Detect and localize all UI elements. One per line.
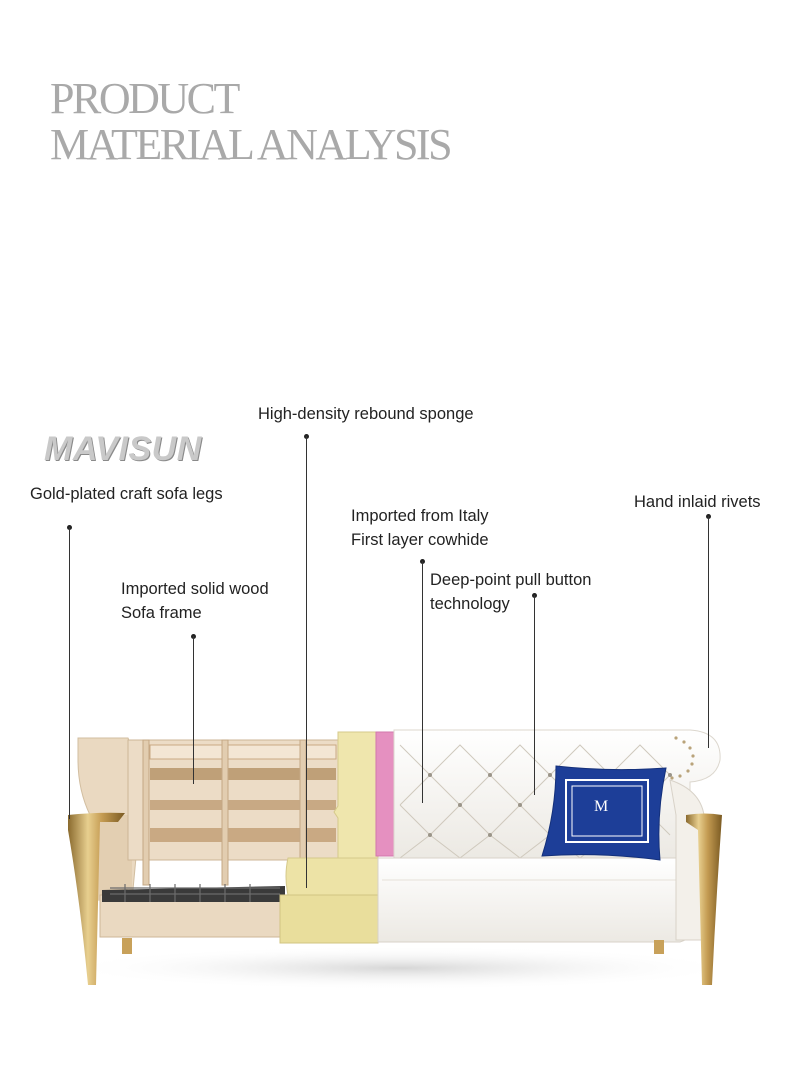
legs-leader-line xyxy=(69,527,70,819)
sponge-leader-line xyxy=(306,436,307,888)
blue-pillow xyxy=(542,766,666,860)
seat-base xyxy=(100,884,285,937)
label-frame-line-2: Sofa frame xyxy=(121,604,202,622)
title-line-2: MATERIAL ANALYSIS xyxy=(50,120,451,169)
floor-shadow xyxy=(60,946,740,990)
pink-foam-layer xyxy=(376,732,394,856)
label-sponge: High-density rebound sponge xyxy=(258,405,474,423)
label-button-line-2: technology xyxy=(430,595,510,613)
label-cowhide-line-1: Imported from Italy xyxy=(351,507,489,525)
title-line-1: PRODUCT xyxy=(50,74,238,123)
leather-seat xyxy=(378,858,698,942)
frame-leader-line xyxy=(193,636,194,784)
rivets-leader-line xyxy=(708,516,709,748)
pillow-monogram: M xyxy=(594,798,609,815)
cowhide-leader-line xyxy=(422,561,423,803)
button-leader-line xyxy=(534,595,535,795)
label-cowhide xyxy=(351,504,489,552)
label-rivets: Hand inlaid rivets xyxy=(634,493,761,511)
label-button xyxy=(430,568,591,616)
label-cowhide-line-2: First layer cowhide xyxy=(351,531,489,549)
label-legs: Gold-plated craft sofa legs xyxy=(30,485,223,503)
label-frame xyxy=(121,577,269,625)
brand-logo: MAVISUN xyxy=(44,430,202,468)
label-frame-line-1: Imported solid wood xyxy=(121,580,269,598)
label-button-line-1: Deep-point pull button xyxy=(430,571,592,589)
